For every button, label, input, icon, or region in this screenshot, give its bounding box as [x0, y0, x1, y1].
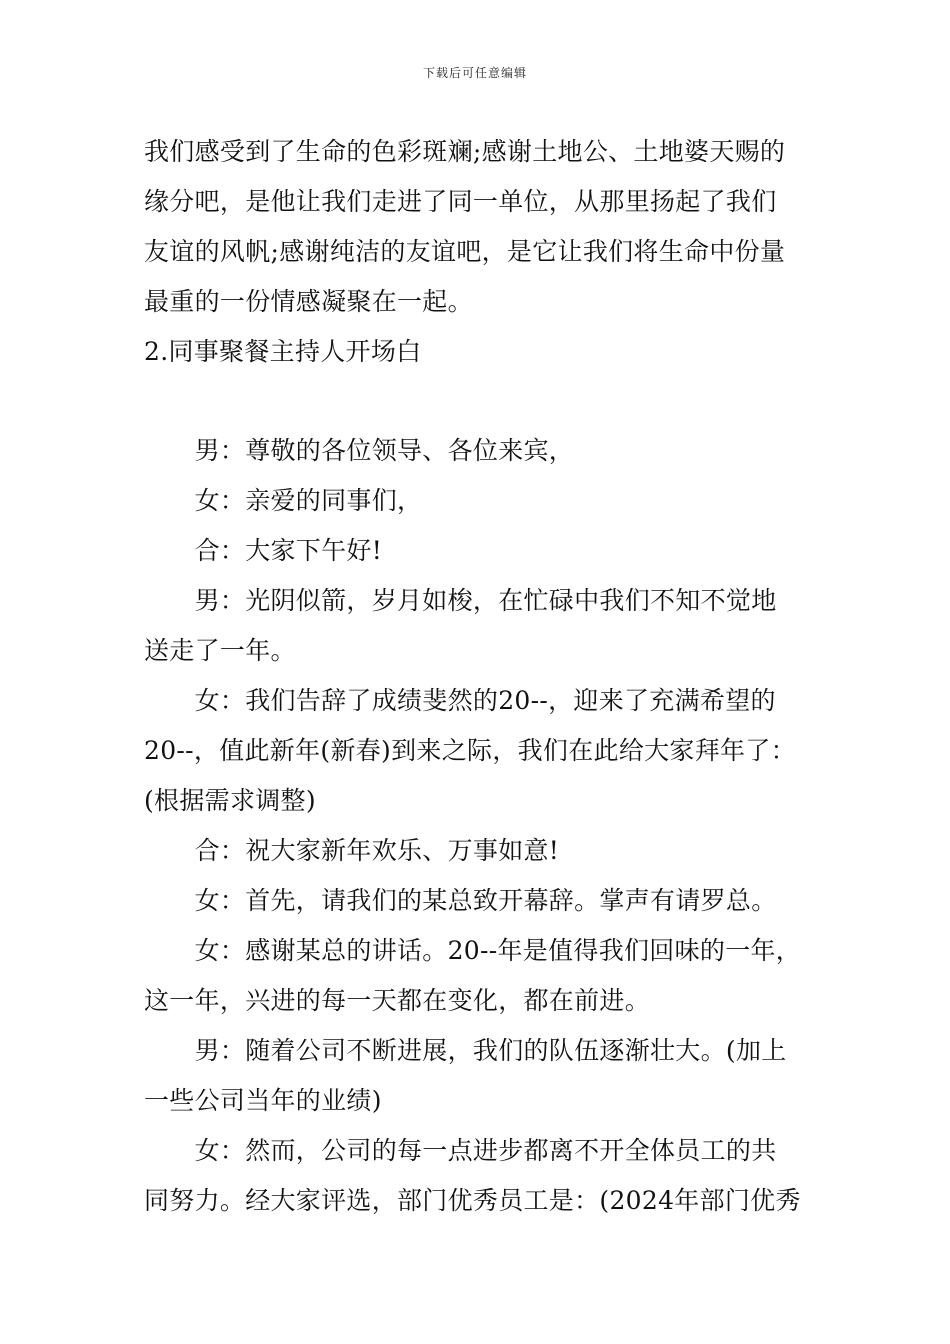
paragraph-line: 女：首先，请我们的某总致开幕辞。掌声有请罗总。	[144, 886, 777, 915]
document-body	[144, 127, 816, 1226]
paragraph-line: 女：亲爱的同事们，	[144, 486, 423, 515]
paragraph-line: 男：光阴似箭，岁月如梭，在忙碌中我们不知不觉地	[144, 586, 777, 615]
paragraph-line: 这一年，兴进的每一天都在变化，都在前进。	[144, 986, 651, 1015]
paragraph-line: 女：然而，公司的每一点进步都离不开全体员工的共	[144, 1136, 777, 1165]
paragraph-line: 合：大家下午好!	[144, 536, 383, 565]
paragraph-line: 最重的一份情感凝聚在一起。	[144, 287, 473, 316]
paragraph-line: 缘分吧，是他让我们走进了同一单位，从那里扬起了我们	[144, 187, 777, 216]
paragraph-line: 合：祝大家新年欢乐、万事如意!	[144, 836, 560, 865]
paragraph-line: 女：感谢某总的讲话。20--年是值得我们回味的一年，	[144, 936, 802, 965]
paragraph-line: 一些公司当年的业绩)	[144, 1086, 382, 1115]
paragraph-line: 送走了一年。	[144, 636, 296, 665]
paragraph-line: 女：我们告辞了成绩斐然的20--，迎来了充满希望的	[144, 686, 776, 715]
paragraph-line: (根据需求调整)	[144, 786, 316, 815]
paragraph-line: 同努力。经大家评选，部门优秀员工是：(2024年部门优秀	[144, 1186, 801, 1215]
paragraph-line: 男：随着公司不断进展，我们的队伍逐渐壮大。(加上	[144, 1036, 787, 1065]
paragraph-line: 友谊的风帆;感谢纯洁的友谊吧，是它让我们将生命中份量	[144, 237, 786, 266]
paragraph-line: 我们感受到了生命的色彩斑斓;感谢土地公、土地婆天赐的	[144, 137, 786, 166]
paragraph-line: 20--，值此新年(新春)到来之际，我们在此给大家拜年了：	[144, 736, 796, 765]
page-header: 下载后可任意编辑	[422, 66, 527, 80]
section-heading: 2.同事聚餐主持人开场白	[144, 337, 422, 366]
blank-line	[144, 377, 816, 426]
paragraph-line: 男：尊敬的各位领导、各位来宾，	[144, 436, 575, 465]
